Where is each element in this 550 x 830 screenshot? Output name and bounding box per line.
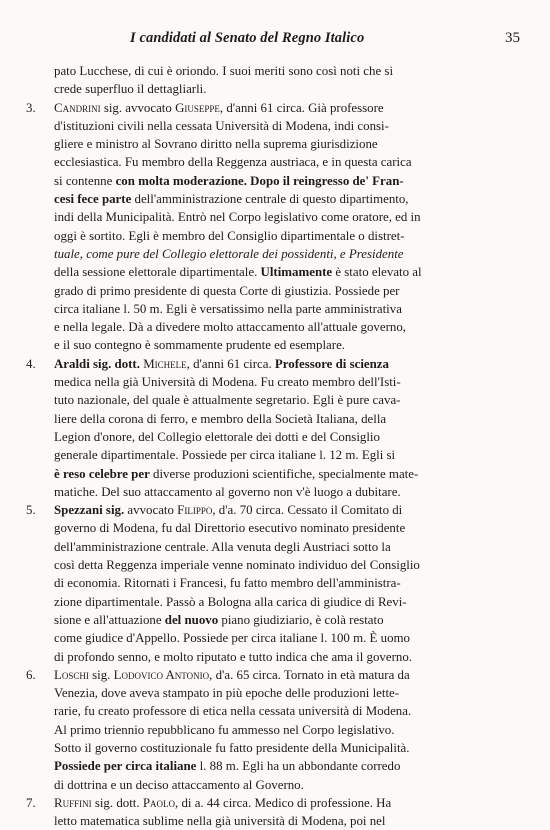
entry-number: 4. [26, 356, 36, 371]
text-line [26, 227, 526, 245]
text-run: e il suo contegno è sommamente prudente ed esemplare. [54, 338, 346, 353]
text-run: cesi fece parte [54, 192, 132, 207]
text-line [26, 519, 526, 537]
text-run: d'istituzioni civili nella cessata Università di Modena, indi consi- [54, 118, 389, 133]
text-run: Venezia, dove aveva stampato in più epoche delle produzioni lette- [54, 686, 400, 701]
entry-paragraph [26, 355, 526, 501]
text-line [26, 666, 526, 684]
text-line [26, 611, 526, 629]
text-line [26, 721, 526, 739]
text-line [26, 446, 526, 464]
entry-paragraph [26, 666, 526, 794]
person-name: Filippo [177, 503, 213, 518]
text-run: è stato elevato al [332, 265, 422, 280]
text-run: , di a. 44 circa. Medico di professione. Ha [175, 795, 392, 810]
page-header [0, 30, 550, 50]
text-run: diverse produzioni scientifiche, specialmente mate- [149, 466, 419, 481]
text-line [26, 300, 526, 318]
text-run: sione e all'attuazione [54, 612, 165, 627]
text-run: sig. avvocato [100, 100, 176, 115]
person-name: Lodovico Antonio [113, 667, 210, 682]
text-line [26, 355, 526, 373]
text-line [26, 702, 526, 720]
text-run: , d'a. 70 circa. Cessato il Comitato di [212, 503, 403, 518]
text-line [26, 373, 526, 391]
entry-paragraph [26, 794, 526, 830]
text-run: grado di primo presidente di questa Corte di giustizia. Possiede per [54, 283, 400, 298]
text-line [26, 812, 526, 830]
text-line [26, 190, 526, 208]
text-run: così detta Reggenza imperiale venne nominato individuo del Consiglio [54, 558, 420, 573]
text-run: Sotto il governo costituzionale fu fatto presidente della Municipalità. [54, 740, 410, 755]
running-title: I candidati al Senato del Regno Italico [130, 30, 365, 46]
entry-number: 5. [26, 503, 36, 518]
entry-paragraph [26, 501, 526, 666]
text-run: crede superfluo il dettagliarli. [54, 82, 207, 97]
text-run: Legion d'onore, del Collegio elettorale dei dotti e del Consiglio [54, 429, 380, 444]
text-run: di dottrina e un deciso attaccamento al Governo. [54, 777, 304, 792]
text-line [26, 318, 526, 336]
text-run: , d'a. 65 circa. Tornato in età matura da [209, 667, 410, 682]
text-run: tuto nazionale, del quale è attualmente segretario. Egli è pure cava- [54, 393, 401, 408]
text-line [26, 172, 526, 190]
text-line [26, 483, 526, 501]
text-line [26, 62, 526, 80]
text-run: Araldi sig. dott. [54, 356, 140, 371]
text-run: è reso celebre per [54, 466, 150, 481]
text-run: come giudice d'Appello. Possiede per circa italiane l. 100 m. È uomo [54, 631, 411, 646]
entry-number: 3. [26, 100, 36, 115]
text-run: zione dipartimentale. Passò a Bologna alla carica di giudice di Revi- [54, 594, 407, 609]
text-run: Ultimamente [260, 265, 333, 280]
text-run: governo di Modena, fu dal Direttorio esecutivo nominato presidente [54, 521, 406, 536]
text-run: indi della Municipalità. Entrò nel Corpo legislativo come oratore, ed in [54, 210, 421, 225]
text-run: generale dipartimentale. Possiede per circa italiane l. 12 m. Egli si [54, 448, 396, 463]
text-run: tuale, come pure del Collegio elettorale dei possidenti, e Presidente [54, 246, 404, 261]
text-line [26, 574, 526, 592]
text-run: l. 88 m. Egli ha un abbondante corredo [196, 759, 401, 774]
text-run: ecclesiastica. Fu membro della Reggenza austriaca, e in questa carica [54, 155, 412, 170]
text-line [26, 629, 526, 647]
text-line [26, 538, 526, 556]
entry-paragraph [26, 99, 526, 355]
person-name: Loschi [54, 667, 89, 682]
text-line [26, 117, 526, 135]
text-run: dell'amministrazione centrale. Alla venuta degli Austriaci sotto la [54, 539, 391, 554]
text-run: letto matematica sublime nella già università di Modena, poi nel [54, 814, 386, 829]
text-line [26, 556, 526, 574]
text-line [26, 501, 526, 519]
text-line [26, 465, 526, 483]
text-line [26, 794, 526, 812]
text-run: oggi è sortito. Egli è membro del Consiglio dipartimentale o distret- [54, 228, 405, 243]
page-number: 35 [505, 30, 520, 46]
text-run: matiche. Del suo attaccamento al governo non v'è luogo a dubitare. [54, 484, 401, 499]
text-line [26, 757, 526, 775]
text-line [26, 739, 526, 757]
text-run: di profondo senno, e molto riputato e tutto indica che ama il governo. [54, 649, 412, 664]
text-run: liere della corona di ferro, e membro della Società Italiana, della [54, 411, 387, 426]
person-name: Candrini [54, 100, 101, 115]
text-line [26, 391, 526, 409]
text-run: di economia. Ritornati i Francesi, fu fatto membro dell'amministra- [54, 576, 401, 591]
page-body [26, 62, 526, 830]
text-line [26, 135, 526, 153]
text-run: sig. dott. [91, 795, 143, 810]
text-run: si contenne [54, 173, 116, 188]
text-line [26, 153, 526, 171]
text-line [26, 336, 526, 354]
text-line [26, 208, 526, 226]
text-run: Al primo triennio repubblicano fu ammesso nel Corpo legislativo. [54, 722, 395, 737]
text-run: Possiede per circa italiane [54, 759, 197, 774]
text-run: circa italiane l. 50 m. Egli è versatissimo nella parte amministrativa [54, 301, 402, 316]
text-run: rarie, fu creato professore di etica nella cessata università di Modena. [54, 704, 412, 719]
text-run: piano giudiziario, è colà restato [218, 612, 384, 627]
text-line [26, 593, 526, 611]
text-line [26, 80, 526, 98]
text-line [26, 410, 526, 428]
person-name: Paolo [142, 795, 175, 810]
text-run: gliere e ministro al Sovrano diritto nella suprema giurisdizione [54, 137, 378, 152]
text-run: con molta moderazione. Dopo il reingresso de' Fran- [115, 173, 404, 188]
person-name: Michele [143, 356, 187, 371]
text-line [26, 245, 526, 263]
text-run: sig. [88, 667, 114, 682]
text-run: del nuovo [164, 612, 219, 627]
entry-number: 6. [26, 667, 36, 682]
text-line [26, 99, 526, 117]
text-line [26, 263, 526, 281]
text-run: , d'anni 61 circa. Già professore [219, 100, 384, 115]
text-run: Professore di scienza [274, 356, 389, 371]
text-line [26, 776, 526, 794]
text-run: medica nella già Università di Modena. Fu creato membro dell'Isti- [54, 375, 401, 390]
text-run: della sessione elettorale dipartimentale. [54, 265, 261, 280]
continuation-paragraph [26, 62, 526, 99]
text-run: Spezzani sig. [54, 503, 125, 518]
text-run: dell'amministrazione centrale di questo dipartimento, [131, 192, 409, 207]
text-run: pato Lucchese, di cui è oriondo. I suoi meriti sono così noti che si [54, 64, 394, 78]
person-name: Ruffini [54, 795, 92, 810]
text-line [26, 648, 526, 666]
text-line [26, 282, 526, 300]
entry-number: 7. [26, 795, 36, 810]
text-run: avvocato [124, 503, 178, 518]
text-run: , d'anni 61 circa. [186, 356, 275, 371]
text-line [26, 428, 526, 446]
text-line [26, 684, 526, 702]
text-run: e nella legale. Dà a divedere molto attaccamento all'attuale governo, [54, 320, 406, 335]
person-name: Giuseppe [175, 100, 220, 115]
